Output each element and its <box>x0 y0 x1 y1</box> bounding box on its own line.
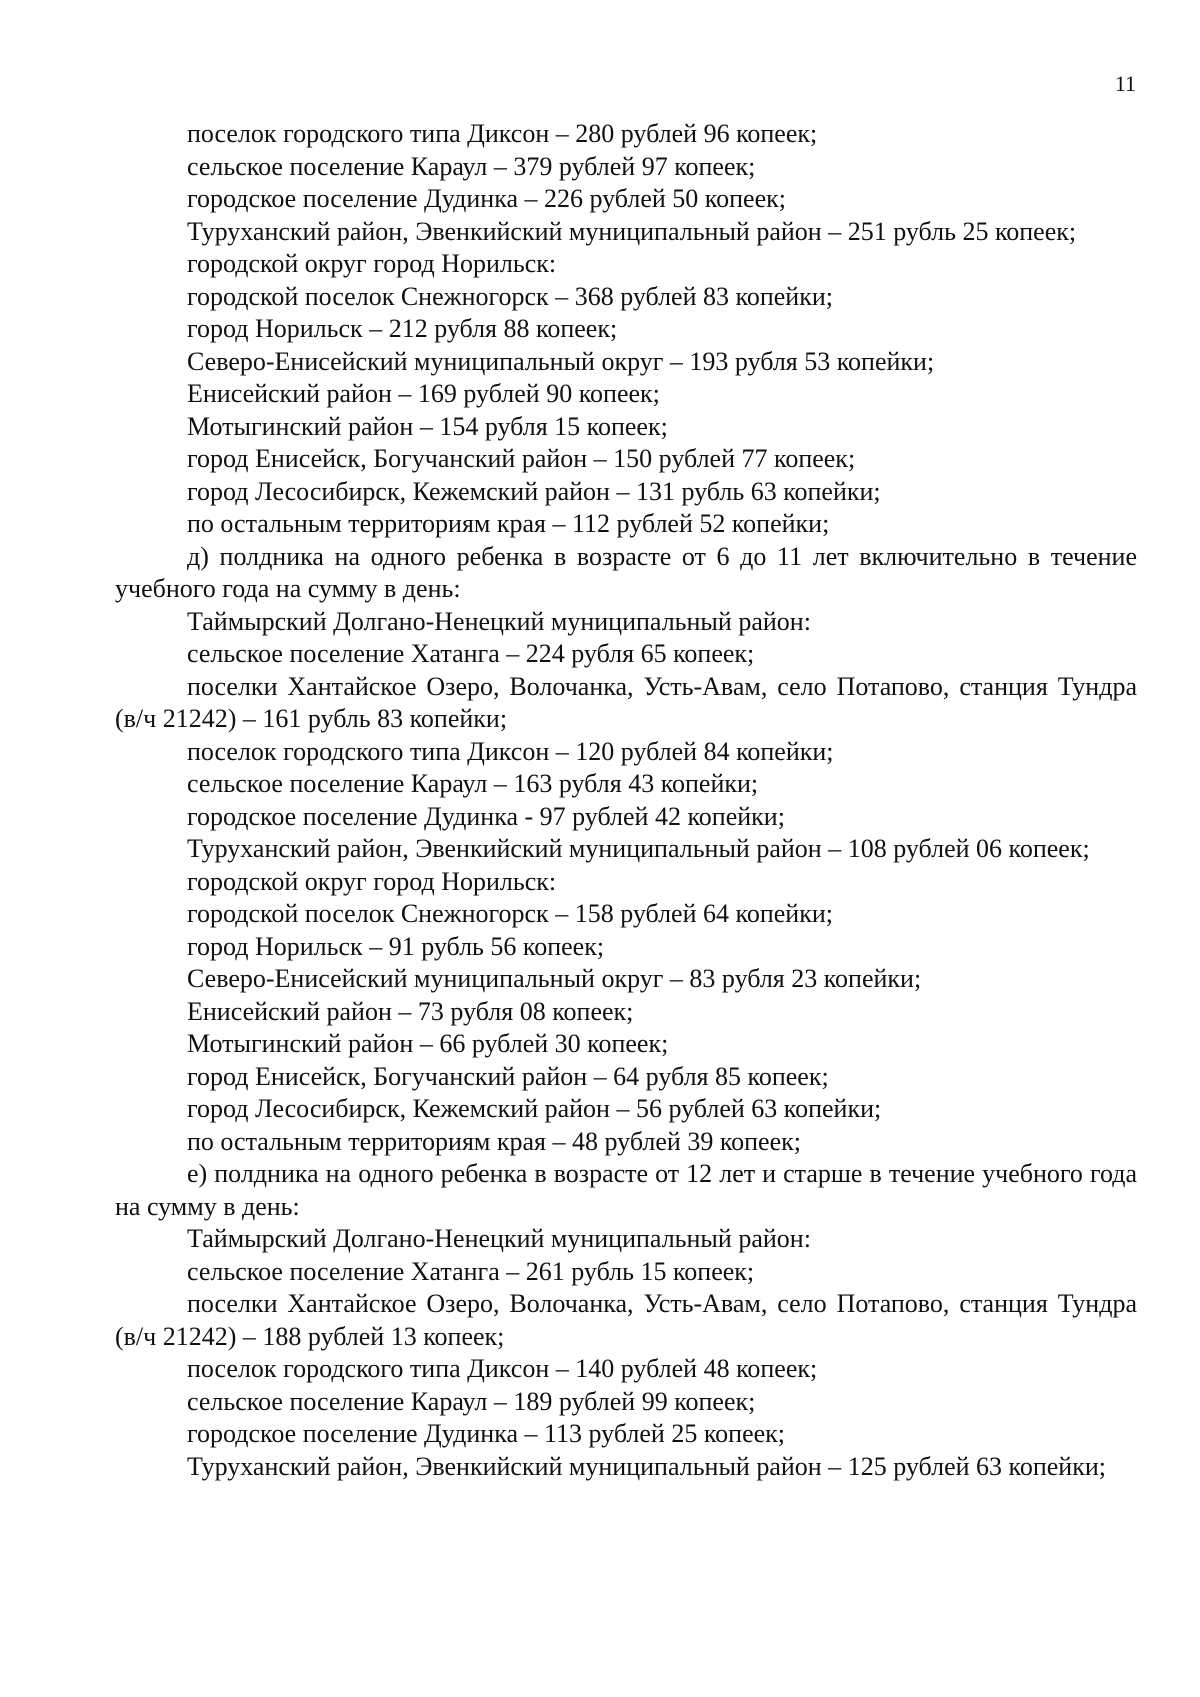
text-line: Таймырский Долгано-Ненецкий муниципальный район: <box>187 1224 811 1253</box>
document-body <box>115 118 1137 1483</box>
text-line: Енисейский район – 73 рубля 08 копеек; <box>187 996 634 1026</box>
text-line: городской округ город Норильск: <box>187 249 557 278</box>
text-line: городской округ город Норильск: <box>187 866 557 896</box>
text-line: городское поселение Дудинка – 226 рублей 50 копеек; <box>187 184 786 213</box>
text-line: Северо-Енисейский муниципальный округ – 193 рубля 53 копейки; <box>187 346 935 376</box>
text-paragraph: Туруханский район, Эвенкийский муниципальный район – 108 рублей 06 копеек; <box>187 834 1090 863</box>
text-line: сельское поселение Хатанга – 224 рубля 65 копеек; <box>187 639 755 668</box>
text-line: городской поселок Снежногорск – 158 рублей 64 копейки; <box>187 899 833 928</box>
text-line: городской поселок Снежногорск – 368 рублей 83 копейки; <box>187 281 833 311</box>
text-paragraph: д) полдника на одного ребенка в возрасте от 6 до 11 лет включительно в течение учебного года на сумму в день: <box>115 541 1137 603</box>
text-line: город Норильск – 212 рубля 88 копеек; <box>187 314 618 343</box>
text-line: город Енисейск, Богучанский район – 64 рубля 85 копеек; <box>187 1061 829 1091</box>
text-line: поселок городского типа Диксон – 280 рублей 96 копеек; <box>187 119 818 148</box>
text-line: поселок городского типа Диксон – 120 рублей 84 копейки; <box>187 736 834 766</box>
text-line: сельское поселение Караул – 189 рублей 99 копеек; <box>187 1386 756 1416</box>
text-line: город Лесосибирск, Кежемский район – 56 рублей 63 копейки; <box>187 1094 882 1123</box>
text-line: поселок городского типа Диксон – 140 рублей 48 копеек; <box>187 1354 818 1383</box>
text-line: городское поселение Дудинка - 97 рублей 42 копейки; <box>187 801 785 831</box>
text-paragraph: Туруханский район, Эвенкийский муниципальный район – 125 рублей 63 копейки; <box>187 1451 1106 1481</box>
text-paragraph: поселки Хантайское Озеро, Волочанка, Усть-Авам, село Потапово, станция Тундра (в/ч 21242) – 188 рублей 13 копеек; <box>115 1289 1137 1351</box>
text-line: Северо-Енисейский муниципальный округ – 83 рубля 23 копейки; <box>187 964 922 993</box>
page-number: 11 <box>1114 71 1136 96</box>
text-line: Мотыгинский район – 154 рубля 15 копеек; <box>187 411 668 441</box>
text-paragraph: поселки Хантайское Озеро, Волочанка, Усть-Авам, село Потапово, станция Тундра (в/ч 21242) – 161 рубль 83 копейки; <box>115 671 1137 733</box>
text-paragraph: Туруханский район, Эвенкийский муниципальный район – 251 рубль 25 копеек; <box>187 216 1077 246</box>
text-line: городское поселение Дудинка – 113 рублей 25 копеек; <box>187 1419 785 1448</box>
text-line: город Лесосибирск, Кежемский район – 131 рубль 63 копейки; <box>187 476 881 506</box>
text-line: сельское поселение Караул – 163 рубля 43 копейки; <box>187 769 759 798</box>
text-line: город Енисейск, Богучанский район – 150 рублей 77 копеек; <box>187 444 856 473</box>
text-line: по остальным территориям края – 112 рублей 52 копейки; <box>187 509 830 538</box>
text-line: Енисейский район – 169 рублей 90 копеек; <box>187 379 660 408</box>
text-paragraph: е) полдника на одного ребенка в возрасте от 12 лет и старше в течение учебного года на сумму в день: <box>115 1159 1137 1221</box>
text-line: сельское поселение Хатанга – 261 рубль 15 копеек; <box>187 1256 755 1286</box>
text-line: по остальным территориям края – 48 рублей 39 копеек; <box>187 1126 801 1156</box>
text-line: Мотыгинский район – 66 рублей 30 копеек; <box>187 1029 669 1058</box>
text-line: город Норильск – 91 рубль 56 копеек; <box>187 931 605 961</box>
text-line: Таймырский Долгано-Ненецкий муниципальный район: <box>187 606 811 636</box>
text-line: сельское поселение Караул – 379 рублей 97 копеек; <box>187 151 756 181</box>
